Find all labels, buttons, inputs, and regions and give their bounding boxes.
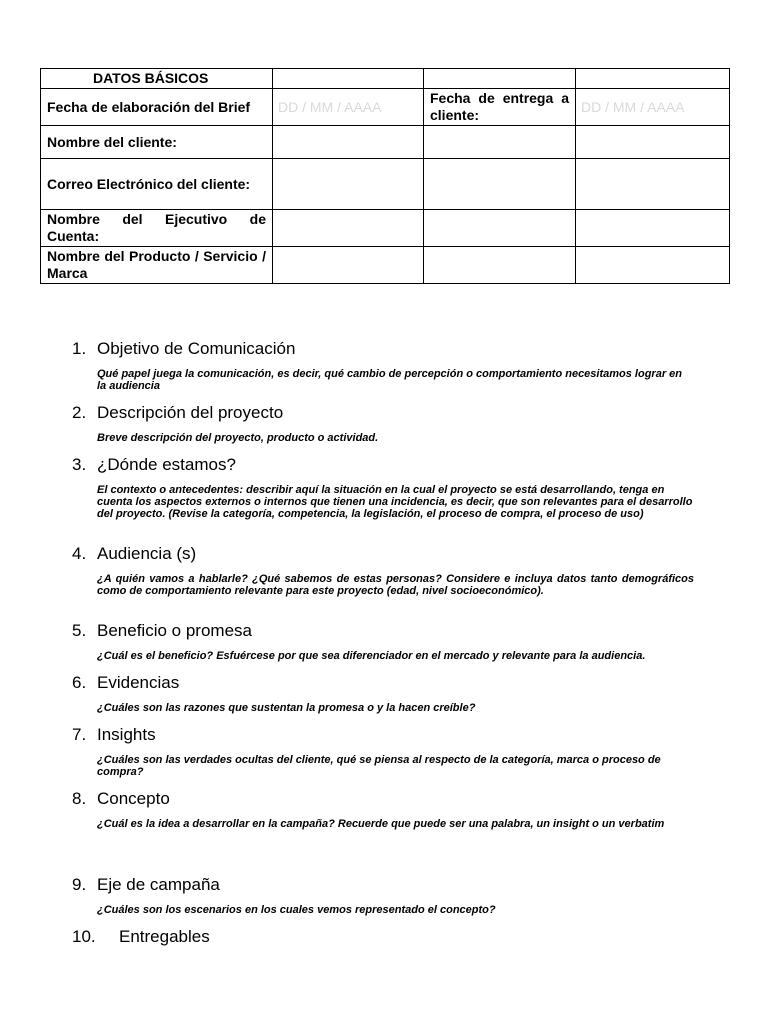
table-row — [41, 159, 730, 210]
table-row — [41, 247, 730, 284]
table-row — [41, 89, 730, 126]
product-name-field[interactable] — [273, 247, 424, 284]
section-number: 9. — [72, 875, 87, 894]
table-row — [41, 210, 730, 247]
section-title: Evidencias — [97, 673, 180, 692]
section-title: Entregables — [119, 927, 210, 946]
section-number: 3. — [72, 455, 87, 474]
section-title: Eje de campaña — [97, 875, 220, 894]
table-cell[interactable] — [576, 210, 730, 247]
brief-date-field[interactable]: DD / MM / AAAA — [273, 89, 424, 126]
section-7 — [72, 725, 712, 778]
table-cell[interactable] — [424, 69, 576, 89]
section-2 — [72, 403, 712, 444]
table-row — [41, 126, 730, 159]
table-cell[interactable] — [576, 126, 730, 159]
section-8 — [72, 789, 712, 830]
section-number: 4. — [72, 544, 87, 563]
section-title: ¿Dónde estamos? — [97, 455, 236, 474]
section-1 — [72, 339, 712, 392]
client-name-label: Nombre del cliente: — [41, 126, 273, 159]
delivery-date-field[interactable]: DD / MM / AAAA — [576, 89, 730, 126]
table-cell[interactable] — [576, 69, 730, 89]
delivery-date-label: Fecha de entrega a cliente: — [424, 89, 576, 126]
section-number: 8. — [72, 789, 87, 808]
brief-date-label: Fecha de elaboración del Brief — [41, 89, 273, 126]
section-description: Breve descripción del proyecto, producto o actividad. — [97, 432, 379, 444]
section-number: 1. — [72, 339, 87, 358]
account-executive-label: Nombre del Ejecutivo de Cuenta: — [41, 210, 273, 247]
section-4 — [72, 544, 712, 597]
section-5 — [72, 621, 712, 662]
table-header-row — [41, 69, 730, 89]
table-cell[interactable] — [424, 126, 576, 159]
table-cell[interactable] — [424, 159, 576, 210]
section-9 — [72, 875, 712, 916]
table-cell[interactable] — [576, 159, 730, 210]
client-name-field[interactable] — [273, 126, 424, 159]
section-3 — [72, 455, 712, 520]
table-cell[interactable] — [424, 247, 576, 284]
section-number: 6. — [72, 673, 87, 692]
section-description: ¿A quién vamos a hablarle? ¿Qué sabemos de estas personas? Considere e incluya datos tanto demográficos como de comportamiento relevante para este proyecto (edad, nivel socioeconómico). — [97, 573, 694, 597]
section-number: 10. — [72, 927, 96, 946]
account-executive-field[interactable] — [273, 210, 424, 247]
table-cell[interactable] — [576, 247, 730, 284]
section-title: Descripción del proyecto — [97, 403, 284, 422]
section-description: ¿Cuáles son los escenarios en los cuales vemos representado el concepto? — [97, 904, 496, 916]
section-description: ¿Cuál es la idea a desarrollar en la campaña? Recuerde que puede ser una palabra, un insight o un verbatim — [97, 818, 665, 830]
basic-data-table — [40, 68, 730, 284]
section-title: Objetivo de Comunicación — [97, 339, 296, 358]
section-description: ¿Cuáles son las razones que sustentan la promesa o y la hacen creíble? — [97, 702, 476, 714]
section-description: ¿Cuál es el beneficio? Esfuércese por que sea diferenciador en el mercado y relevante para la audiencia. — [97, 650, 646, 662]
client-email-field[interactable] — [273, 159, 424, 210]
table-cell[interactable] — [273, 69, 424, 89]
section-6 — [72, 673, 712, 714]
section-title: Audiencia (s) — [97, 544, 197, 563]
section-number: 7. — [72, 725, 87, 744]
client-email-label: Correo Electrónico del cliente: — [41, 159, 273, 210]
section-number: 5. — [72, 621, 87, 640]
section-number: 2. — [72, 403, 87, 422]
product-name-label: Nombre del Producto / Servicio / Marca — [41, 247, 273, 284]
section-title: Insights — [97, 725, 156, 744]
section-title: Concepto — [97, 789, 170, 808]
section-description: El contexto o antecedentes: describir aquí la situación en la cual el proyecto se está desarrollando, tenga en cuenta los aspectos externos o internos que tienen una incidencia, es decir, que son relevantes para el desarrollo del proyecto. (Revise la categoría, competencia, la legislación, el proceso de compra, el proceso de uso) — [97, 484, 693, 520]
section-10 — [72, 927, 712, 947]
table-cell[interactable] — [424, 210, 576, 247]
section-title: Beneficio o promesa — [97, 621, 252, 640]
section-description: ¿Cuáles son las verdades ocultas del cliente, qué se piensa al respecto de la categoría, marca o proceso de compra? — [97, 754, 661, 778]
section-description: Qué papel juega la comunicación, es decir, qué cambio de percepción o comportamiento necesitamos lograr en la audiencia — [97, 368, 682, 392]
table-header-label: DATOS BÁSICOS — [41, 69, 273, 89]
